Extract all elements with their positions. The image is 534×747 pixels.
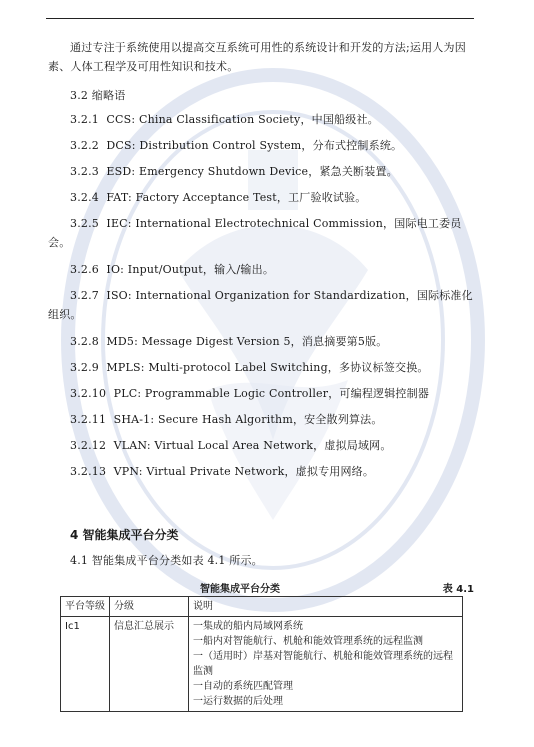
header-rule <box>46 18 474 19</box>
table-header-row <box>61 597 463 617</box>
description-line: 一船内对智能航行、机舱和能效管理系统的远程监测 <box>193 636 423 647</box>
description-line: 一集成的船内局域网系统 <box>193 621 303 632</box>
abbreviation-number: 3.2.7 <box>70 289 99 302</box>
table-header-cell: 平台等级 <box>61 597 110 617</box>
abbreviation-text: SHA-1: Secure Hash Algorithm，安全散列算法。 <box>113 413 383 426</box>
abbreviation-item <box>48 436 476 455</box>
abbreviation-item <box>48 358 476 377</box>
abbreviation-text: ESD: Emergency Shutdown Device，紧急关断装置。 <box>106 165 398 178</box>
abbreviation-number: 3.2.12 <box>70 439 107 452</box>
abbreviations-heading: 3.2 缩略语 <box>70 89 126 102</box>
description-line: 一自动的系统匹配管理 <box>193 681 293 692</box>
abbreviation-item <box>48 462 476 481</box>
abbreviation-item <box>48 384 476 403</box>
abbreviation-text: VLAN: Virtual Local Area Network，虚拟局域网。 <box>113 439 392 452</box>
abbreviation-item <box>48 260 476 279</box>
abbreviation-number: 3.2.2 <box>70 139 99 152</box>
table-header-cell: 分级 <box>110 597 189 617</box>
section-4-1-paragraph: 4.1 智能集成平台分类如表 4.1 所示。 <box>70 554 263 567</box>
section-4-heading: 4 智能集成平台分类 <box>70 528 179 542</box>
abbreviation-item <box>48 162 476 181</box>
abbreviation-number: 3.2.11 <box>70 413 107 426</box>
platform-level-cell: Ic1 <box>61 617 110 712</box>
abbreviation-number: 3.2.13 <box>70 465 107 478</box>
description-line: 一运行数据的后处理 <box>193 696 283 707</box>
description-cell <box>189 617 463 712</box>
abbreviation-text: FAT: Factory Acceptance Test，工厂验收试验。 <box>106 191 367 204</box>
abbreviation-item <box>48 110 476 129</box>
classification-table <box>60 596 463 712</box>
abbreviation-item <box>48 410 476 429</box>
abbreviation-number: 3.2.5 <box>70 217 99 230</box>
abbreviation-item <box>48 332 476 351</box>
abbreviation-text: CCS: China Classification Society，中国船级社。 <box>106 113 379 126</box>
grade-cell: 信息汇总展示 <box>110 617 189 712</box>
abbreviation-item <box>48 136 476 155</box>
abbreviation-number: 3.2.4 <box>70 191 99 204</box>
abbreviation-number: 3.2.10 <box>70 387 107 400</box>
abbreviation-item <box>48 286 476 324</box>
abbreviation-text: IO: Input/Output，输入/输出。 <box>106 263 275 276</box>
description-line: 一（适用时）岸基对智能航行、机舱和能效管理系统的远程监测 <box>193 651 453 677</box>
table-caption: 智能集成平台分类 <box>200 584 280 595</box>
abbreviation-text: ISO: International Organization for Standardization，国际标准化组织。 <box>48 289 473 321</box>
abbreviation-text: VPN: Virtual Private Network，虚拟专用网络。 <box>113 465 375 478</box>
abbreviation-number: 3.2.9 <box>70 361 99 374</box>
abbreviation-item <box>48 188 476 207</box>
table-number: 表 4.1 <box>442 584 474 595</box>
abbreviation-text: MPLS: Multi-protocol Label Switching，多协议标签交换。 <box>106 361 429 374</box>
abbreviation-text: PLC: Programmable Logic Controller，可编程逻辑控制器 <box>113 387 430 400</box>
abbreviation-number: 3.2.8 <box>70 335 99 348</box>
abbreviation-number: 3.2.1 <box>70 113 99 126</box>
abbreviation-number: 3.2.6 <box>70 263 99 276</box>
intro-paragraph: 通过专注于系统使用以提高交互系统可用性的系统设计和开发的方法;运用人为因素、人体工程学及可用性知识和技术。 <box>48 41 466 73</box>
abbreviation-text: DCS: Distribution Control System，分布式控制系统。 <box>106 139 403 152</box>
abbreviation-text: MD5: Message Digest Version 5，消息摘要第5版。 <box>106 335 388 348</box>
table-header-cell: 说明 <box>189 597 463 617</box>
abbreviation-number: 3.2.3 <box>70 165 99 178</box>
table-row <box>61 617 463 712</box>
abbreviation-item <box>48 214 476 252</box>
abbreviation-text: IEC: International Electrotechnical Commission，国际电工委员会。 <box>48 217 462 249</box>
